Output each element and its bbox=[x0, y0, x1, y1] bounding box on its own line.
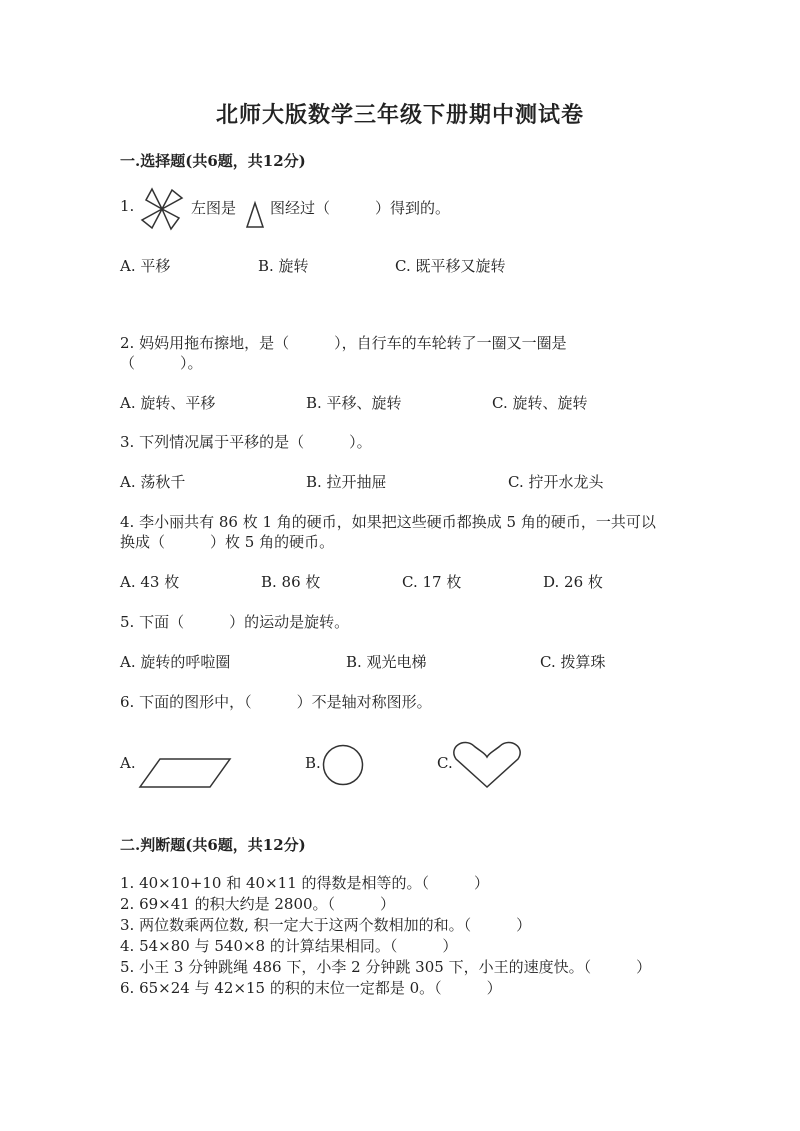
question-5-text: 5. 下面（ ）的运动是旋转。 bbox=[120, 613, 350, 631]
judgment-item-6: 6. 65×24 与 42×15 的积的末位一定都是 0。（ ） bbox=[120, 979, 502, 997]
judgment-item-1: 1. 40×10+10 和 40×11 的得数是相等的。（ ） bbox=[120, 874, 490, 892]
page-title: 北师大版数学三年级下册期中测试卷 bbox=[215, 102, 584, 128]
q4-option-c[interactable]: C. 17 枚 bbox=[402, 573, 462, 591]
question-2-line2: （ ）。 bbox=[120, 354, 203, 372]
q3-option-b[interactable]: B. 拉开抽屉 bbox=[306, 473, 387, 491]
section-heading-judgment: 二.判断题(共6题，共12分) bbox=[120, 836, 306, 854]
question-1-number: 1. bbox=[120, 197, 135, 215]
q5-option-b[interactable]: B. 观光电梯 bbox=[346, 653, 427, 671]
triangle-icon bbox=[246, 202, 264, 228]
question-4-line1: 4. 李小丽共有 86 枚 1 角的硬币，如果把这些硬币都换成 5 角的硬币，一共可以 bbox=[120, 513, 656, 531]
q1-option-a[interactable]: A. 平移 bbox=[120, 257, 171, 275]
parallelogram-icon bbox=[138, 757, 233, 789]
q5-option-a[interactable]: A. 旋转的呼啦圈 bbox=[120, 653, 231, 671]
q4-option-b[interactable]: B. 86 枚 bbox=[261, 573, 321, 591]
q6-option-b[interactable]: B. bbox=[305, 754, 321, 772]
q1-option-c[interactable]: C. 既平移又旋转 bbox=[395, 257, 506, 275]
judgment-item-4: 4. 54×80 与 540×8 的计算结果相同。（ ） bbox=[120, 937, 458, 955]
q4-option-a[interactable]: A. 43 枚 bbox=[120, 573, 180, 591]
judgment-item-5: 5. 小王 3 分钟跳绳 486 下，小李 2 分钟跳 305 下，小王的速度快。（ ） bbox=[120, 958, 652, 976]
section-heading-choice: 一.选择题(共6题，共12分) bbox=[120, 152, 306, 170]
q6-option-a[interactable]: A. bbox=[120, 754, 136, 772]
judgment-item-3: 3. 两位数乘两位数, 积一定大于这两个数相加的和。（ ） bbox=[120, 916, 532, 934]
judgment-item-2: 2. 69×41 的积大约是 2800。（ ） bbox=[120, 895, 396, 913]
pinwheel-icon bbox=[138, 186, 186, 232]
q6-option-c[interactable]: C. bbox=[437, 754, 453, 772]
heart-icon bbox=[452, 741, 522, 789]
q3-option-c[interactable]: C. 拧开水龙头 bbox=[508, 473, 604, 491]
q5-option-c[interactable]: C. 拨算珠 bbox=[540, 653, 606, 671]
q1-option-b[interactable]: B. 旋转 bbox=[258, 257, 309, 275]
q3-option-a[interactable]: A. 荡秋千 bbox=[120, 473, 186, 491]
question-1-text-a: 左图是 bbox=[191, 199, 237, 217]
question-4-line2: 换成（ ）枚 5 角的硬币。 bbox=[120, 533, 335, 551]
q2-option-b[interactable]: B. 平移、旋转 bbox=[306, 394, 402, 412]
question-6-text: 6. 下面的图形中，（ ）不是轴对称图形。 bbox=[120, 693, 432, 711]
question-3-text: 3. 下列情况属于平移的是（ ）。 bbox=[120, 433, 372, 451]
circle-icon bbox=[322, 744, 364, 786]
q2-option-c[interactable]: C. 旋转、旋转 bbox=[492, 394, 588, 412]
q4-option-d[interactable]: D. 26 枚 bbox=[543, 573, 603, 591]
question-2-line1: 2. 妈妈用拖布擦地，是（ ），自行车的车轮转了一圈又一圈是 bbox=[120, 334, 567, 352]
question-1-text-b: 图经过（ ）得到的。 bbox=[270, 199, 451, 217]
q2-option-a[interactable]: A. 旋转、平移 bbox=[120, 394, 216, 412]
